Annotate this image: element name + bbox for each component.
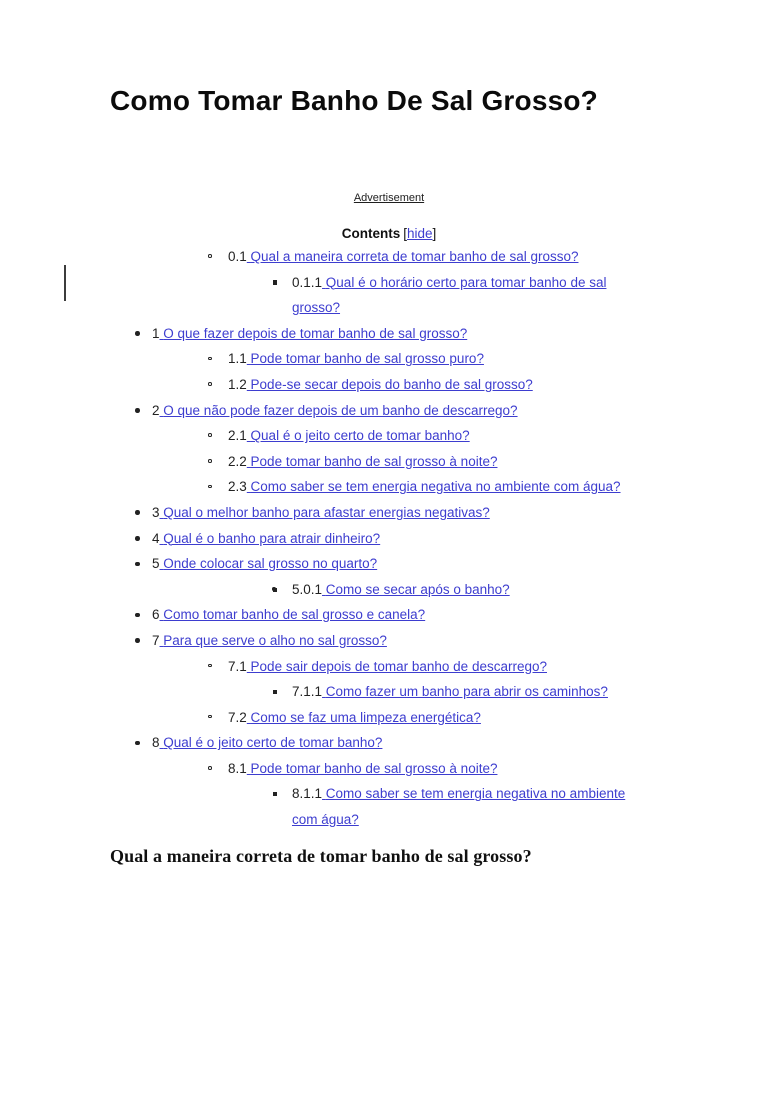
toc-number: 7.1 [228,658,247,674]
circle-bullet-icon [208,382,212,386]
toc-number: 5.0.1 [292,581,323,597]
section-heading: Qual a maneira correta de tomar banho de sal grosso? [110,845,532,866]
circle-bullet-icon [208,459,212,463]
toc-item [228,372,668,398]
toc-number: 2.2 [228,453,247,469]
toc-item [228,244,668,270]
toc-number: 7.2 [228,709,247,725]
toc-link[interactable]: O que fazer depois de tomar banho de sal grosso? [163,325,468,341]
toc-link[interactable]: Qual a maneira correta de tomar banho de sal grosso? [250,249,579,264]
toc-link[interactable]: Qual é o banho para atrair dinheiro? [163,530,381,546]
hide-link[interactable]: hide [406,226,433,241]
toc-item [152,500,668,526]
toc-item [152,602,668,628]
toc-number: 4 [152,530,160,546]
toc-number: 3 [152,504,160,520]
toc-number: 5 [152,556,160,572]
toc-item [292,679,654,705]
contents-header [110,226,668,242]
toc-number: 7.1.1 [292,684,323,700]
toc-item [228,705,668,731]
toc-number: 8.1.1 [292,786,323,802]
circle-bullet-icon [208,664,212,668]
square-bullet-icon [273,690,277,694]
disc-bullet-icon [135,741,140,746]
circle-bullet-icon [208,357,212,361]
toc-number: 0.1.1 [292,274,323,290]
circle-bullet-icon [208,254,212,258]
disc-bullet-icon [135,536,140,541]
left-margin-bar [64,265,66,301]
toc-link[interactable]: Qual é o horário certo para tomar banho de sal grosso? [292,274,607,316]
toc-link[interactable]: Como fazer um banho para abrir os caminhos? [325,684,608,700]
toc-link[interactable]: Onde colocar sal grosso no quarto? [163,556,378,572]
document-page [0,84,768,867]
circle-bullet-icon [208,433,212,437]
toc-number: 1.1 [228,351,247,367]
toc-link[interactable]: Como saber se tem energia negativa no ambiente com água? [292,786,626,828]
disc-bullet-icon [135,510,140,515]
toc-link[interactable]: Como tomar banho de sal grosso e canela? [163,607,426,623]
disc-bullet-icon [135,638,140,643]
square-bullet-icon [273,588,277,592]
advertisement-line [110,192,668,205]
toc-item [228,449,668,475]
disc-bullet-icon [135,562,140,567]
toc-link[interactable]: Como se faz uma limpeza energética? [250,709,481,725]
toc-item [152,526,668,552]
toc-link[interactable]: Pode sair depois de tomar banho de descarrego? [250,658,547,674]
square-bullet-icon [273,280,277,284]
bracket-open: [ [403,226,407,241]
toc-link[interactable]: Qual o melhor banho para afastar energias negativas? [163,504,490,520]
toc-item [152,321,668,347]
toc-item [292,270,654,321]
toc-item [152,730,668,756]
toc-number: 0.1 [228,249,247,264]
toc-list [110,244,668,833]
advertisement-label: Advertisement [353,192,425,204]
toc-item [228,346,668,372]
toc-link[interactable]: Pode tomar banho de sal grosso à noite? [250,453,498,469]
toc-link[interactable]: Como saber se tem energia negativa no ambiente com água? [250,479,621,495]
toc-number: 8 [152,735,160,751]
toc-link[interactable]: O que não pode fazer depois de um banho de descarrego? [163,402,518,418]
toc-number: 1.2 [228,376,247,392]
toc-number: 1 [152,325,160,341]
disc-bullet-icon [135,613,140,618]
toc-item [152,398,668,424]
toc-number: 8.1 [228,760,247,776]
contents-title: Contents [341,226,401,241]
disc-bullet-icon [135,408,140,413]
toc-number: 7 [152,632,160,648]
square-bullet-icon [273,792,277,796]
toc-item [292,781,654,832]
toc-item [292,577,654,603]
toc-link[interactable]: Pode tomar banho de sal grosso puro? [250,351,484,367]
circle-bullet-icon [208,715,212,719]
toc-link[interactable]: Para que serve o alho no sal grosso? [163,632,387,648]
disc-bullet-icon [135,331,140,336]
toc-item [152,551,668,577]
toc-item [228,474,668,500]
toc-link[interactable]: Pode-se secar depois do banho de sal grosso? [250,376,533,392]
toc-item [152,628,668,654]
toc-link[interactable]: Qual é o jeito certo de tomar banho? [250,428,470,444]
toc-number: 2.3 [228,479,247,495]
toc-item [228,756,668,782]
toc-number: 2 [152,402,160,418]
bracket-close: ] [432,226,437,241]
toc-item [228,423,668,449]
circle-bullet-icon [208,485,212,489]
toc-link[interactable]: Como se secar após o banho? [325,581,510,597]
toc-number: 2.1 [228,428,247,444]
toc-link[interactable]: Pode tomar banho de sal grosso à noite? [250,760,498,776]
toc-link[interactable]: Qual é o jeito certo de tomar banho? [163,735,383,751]
toc-item [228,654,668,680]
circle-bullet-icon [208,766,212,770]
toc-number: 6 [152,607,160,623]
page-title: Como Tomar Banho De Sal Grosso? [110,85,598,116]
